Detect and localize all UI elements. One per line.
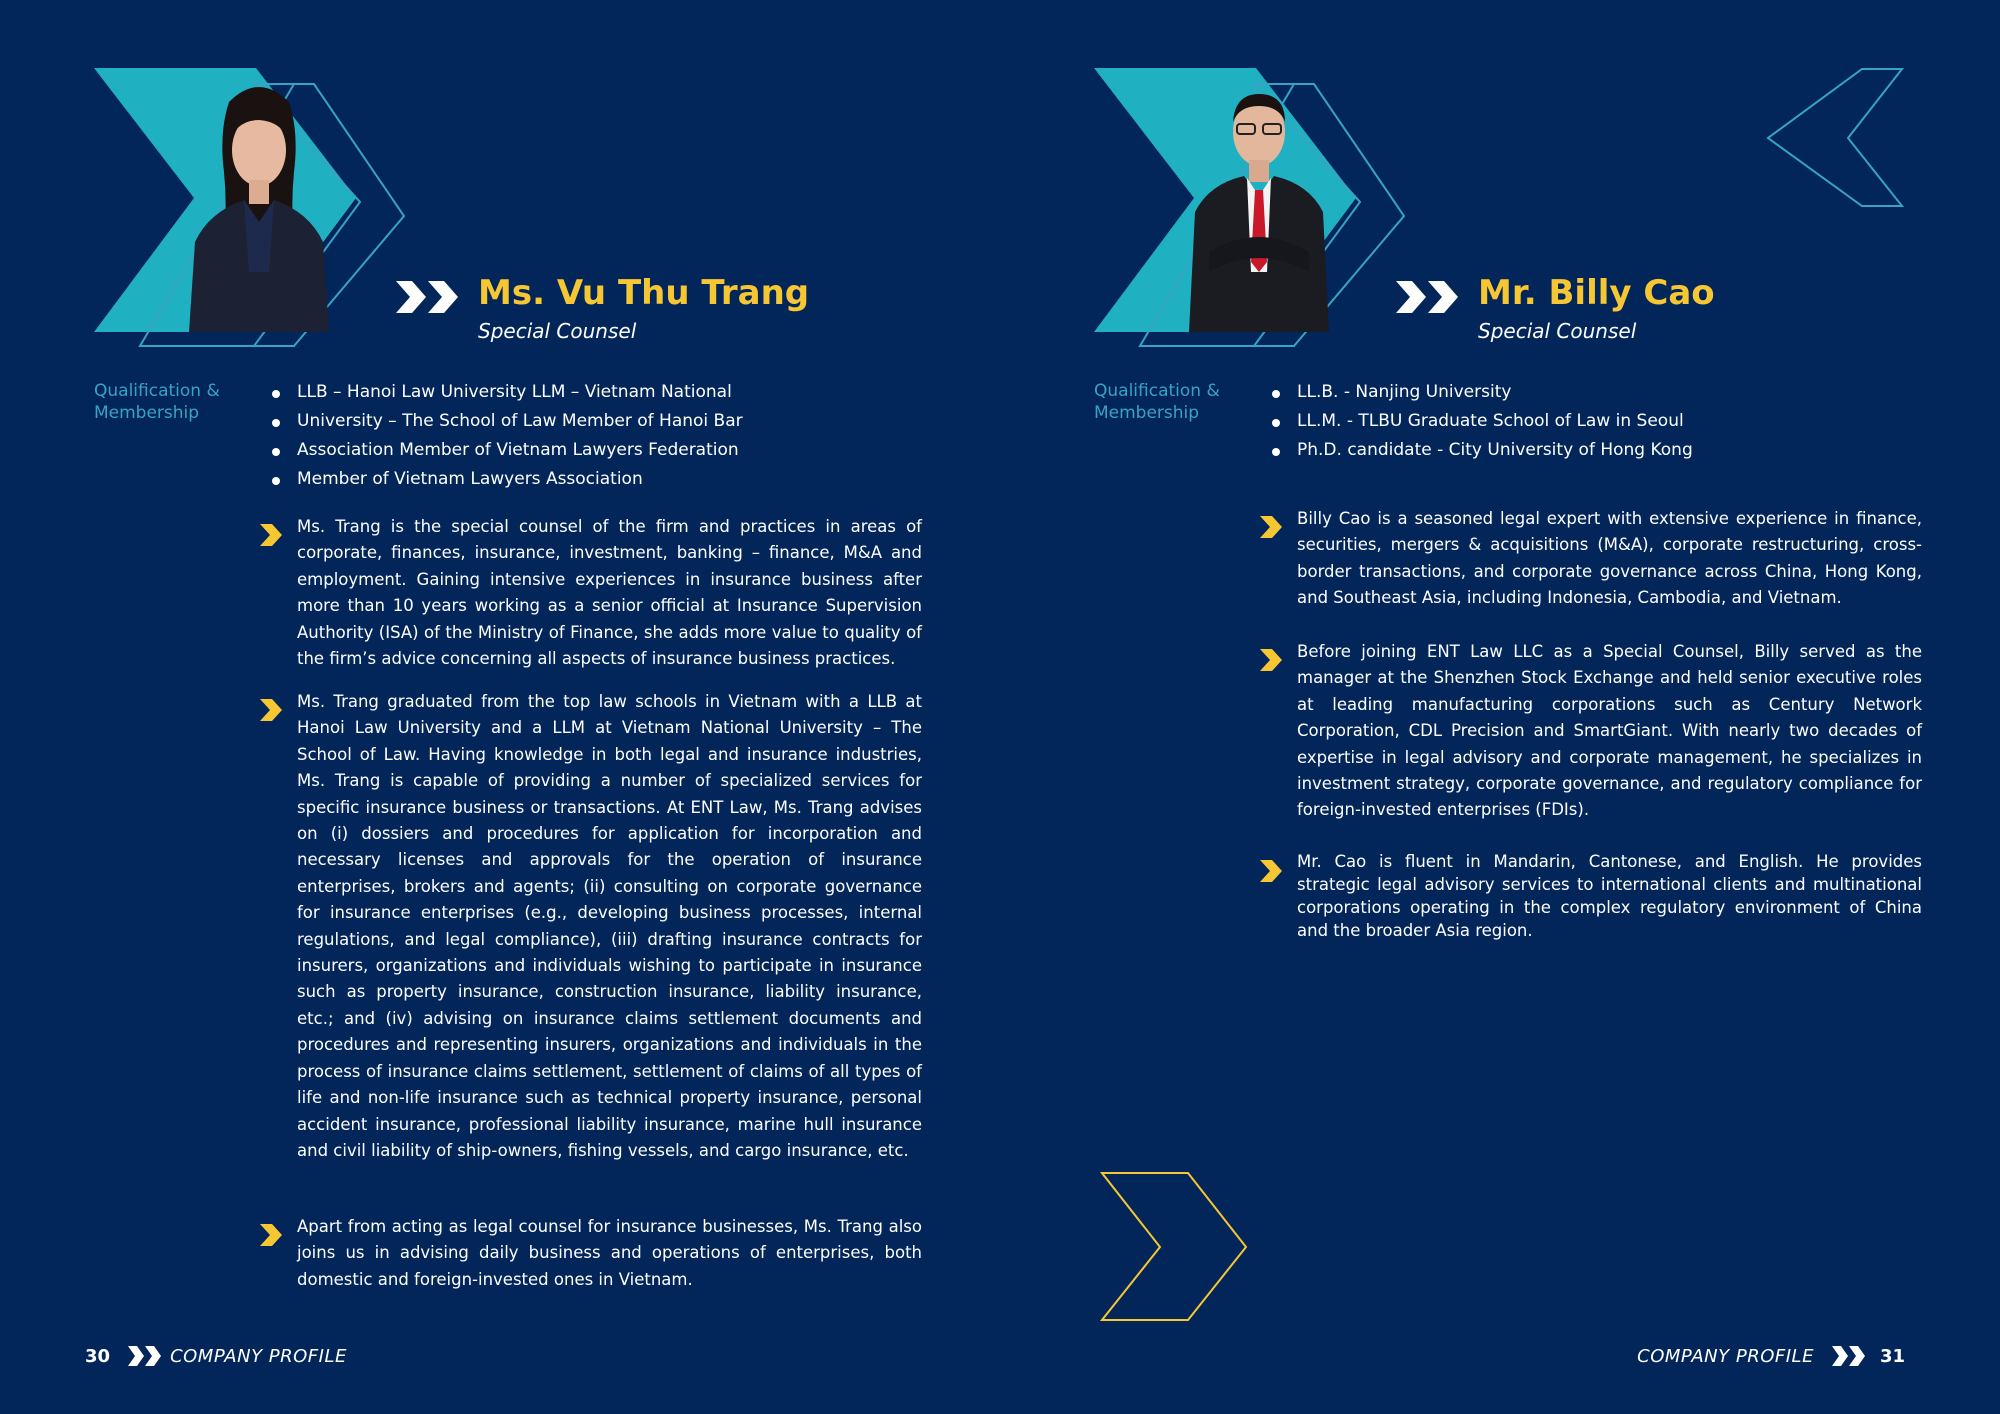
double-chevron-icon [1396, 281, 1460, 313]
qualification-text: LLB – Hanoi Law University LLM – Vietnam National [297, 382, 732, 402]
list-item [1270, 436, 1930, 465]
qualification-list [1270, 378, 1930, 465]
paragraph-text: Billy Cao is a seasoned legal expert with extensive experience in finance, securities, mergers & acquisitions (M&A), corporate restructuring, cross-border transactions, and corporate governance across China, Hong Kong, and Southeast Asia, including Indonesia, Cambodia, and Vietnam. [1297, 509, 1922, 608]
paragraph-text: Before joining ENT Law LLC as a Special Counsel, Billy served as the manager at the Shenzhen Stock Exchange and held senior executive roles at leading manufacturing corporations such as Century Network Corporation, CDL Precision and SmartGiant. With nearly two decades of expertise in legal advisory and corporate management, he specializes in investment strategy, corporate governance, and regulatory compliance for foreign-invested enterprises (FDIs). [1297, 642, 1922, 820]
paragraph-text: Ms. Trang is the special counsel of the firm and practices in areas of corporate, finances, insurance, investment, banking – finance, M&A and employment. Gaining intensive experiences in insurance business after more than 10 years working as a senior official at Insurance Supervision Authority (ISA) of the Ministry of Finance, she adds more value to quality of the firm’s advice concerning all aspects of insurance business practices. [297, 517, 922, 669]
list-item [270, 407, 930, 436]
qualification-text: University – The School of Law Member of Hanoi Bar [297, 411, 743, 431]
bullet-dot-icon [272, 390, 280, 398]
portrait-photo [1189, 72, 1329, 332]
footer-label: COMPANY PROFILE [170, 1345, 347, 1367]
qualification-label: Qualification & Membership [94, 381, 220, 423]
bullet-dot-icon [272, 477, 280, 485]
page-footer [1637, 1343, 1905, 1369]
right-page [1000, 0, 2000, 1414]
double-chevron-icon [396, 281, 460, 313]
bio-paragraph [258, 689, 922, 1164]
double-chevron-icon [128, 1346, 162, 1366]
page-footer [85, 1343, 347, 1369]
portrait-photo [189, 72, 329, 332]
list-item [1270, 378, 1930, 407]
list-item [270, 436, 930, 465]
chevron-outline-decoration [1766, 68, 1906, 208]
list-item [270, 465, 930, 494]
person-silhouette-icon [189, 72, 329, 332]
qualification-list [270, 378, 930, 494]
bullet-dot-icon [1272, 390, 1280, 398]
bio-paragraph [1258, 850, 1922, 942]
qualification-text: LL.M. - TLBU Graduate School of Law in Seoul [1297, 411, 1684, 431]
chevron-bullet-icon [258, 1222, 284, 1248]
paragraph-text: Mr. Cao is fluent in Mandarin, Cantonese, and English. He provides strategic legal advisory services to international clients and multinational corporations operating in the complex regulatory environment of China and the broader Asia region. [1297, 852, 1922, 940]
bio-paragraph [258, 1214, 922, 1293]
chevron-bullet-icon [1258, 514, 1284, 540]
list-item [1270, 407, 1930, 436]
qualification-text: Member of Vietnam Lawyers Association [297, 469, 643, 489]
bullet-dot-icon [272, 419, 280, 427]
chevron-bullet-icon [1258, 858, 1284, 884]
qualification-text: Association Member of Vietnam Lawyers Federation [297, 440, 739, 460]
list-item [270, 378, 930, 407]
bullet-dot-icon [272, 448, 280, 456]
bullet-dot-icon [1272, 419, 1280, 427]
double-chevron-icon [1832, 1346, 1866, 1366]
person-role: Special Counsel [478, 319, 637, 343]
qualification-text: LL.B. - Nanjing University [1297, 382, 1512, 402]
person-role: Special Counsel [1478, 319, 1637, 343]
qualification-text: Ph.D. candidate - City University of Hong Kong [1297, 440, 1693, 460]
page-number: 30 [85, 1345, 111, 1367]
bio-paragraph [1258, 639, 1922, 824]
paragraph-text: Ms. Trang graduated from the top law schools in Vietnam with a LLB at Hanoi Law University and a LLM at Vietnam National University – The School of Law. Having knowledge in both legal and insurance industries, Ms. Trang is capable of providing a number of specialized services for specific insurance business or transactions. At ENT Law, Ms. Trang advises on (i) dossiers and procedures for application for incorporation and necessary licenses and approvals for the operation of insurance enterprises, brokers and agents; (ii) consulting on corporate governance for insurance enterprises (e.g., developing business processes, internal regulations, and legal compliance), (iii) drafting insurance contracts for insurers, organizations and individuals wishing to participate in insurance such as property insurance, construction insurance, liability insurance, etc.; and (iv) advising on insurance claims settlement documents and procedures and representing insurers, organizations and individuals in the process of insurance claims settlement, settlement of claims of all types of life and non-life insurance such as technical property insurance, personal accident insurance, professional liability insurance, marine hull insurance and civil liability of ship-owners, fishing vessels, and cargo insurance, etc. [297, 692, 922, 1160]
chevron-outline-decoration [1100, 1172, 1250, 1324]
portrait-frame [94, 68, 414, 350]
paragraph-text: Apart from acting as legal counsel for insurance businesses, Ms. Trang also joins us in advising daily business and operations of enterprises, both domestic and foreign-invested ones in Vietnam. [297, 1217, 922, 1289]
person-name: Ms. Vu Thu Trang [478, 273, 810, 313]
chevron-bullet-icon [1258, 647, 1284, 673]
footer-label: COMPANY PROFILE [1637, 1345, 1814, 1367]
person-silhouette-icon [1189, 72, 1329, 332]
chevron-bullet-icon [258, 697, 284, 723]
portrait-frame [1094, 68, 1414, 350]
qualification-label: Qualification & Membership [1094, 381, 1220, 423]
bio-paragraph [258, 514, 922, 672]
chevron-bullet-icon [258, 522, 284, 548]
bullet-dot-icon [1272, 448, 1280, 456]
person-name: Mr. Billy Cao [1478, 273, 1715, 313]
bio-paragraph [1258, 506, 1922, 612]
page-number: 31 [1879, 1345, 1905, 1367]
